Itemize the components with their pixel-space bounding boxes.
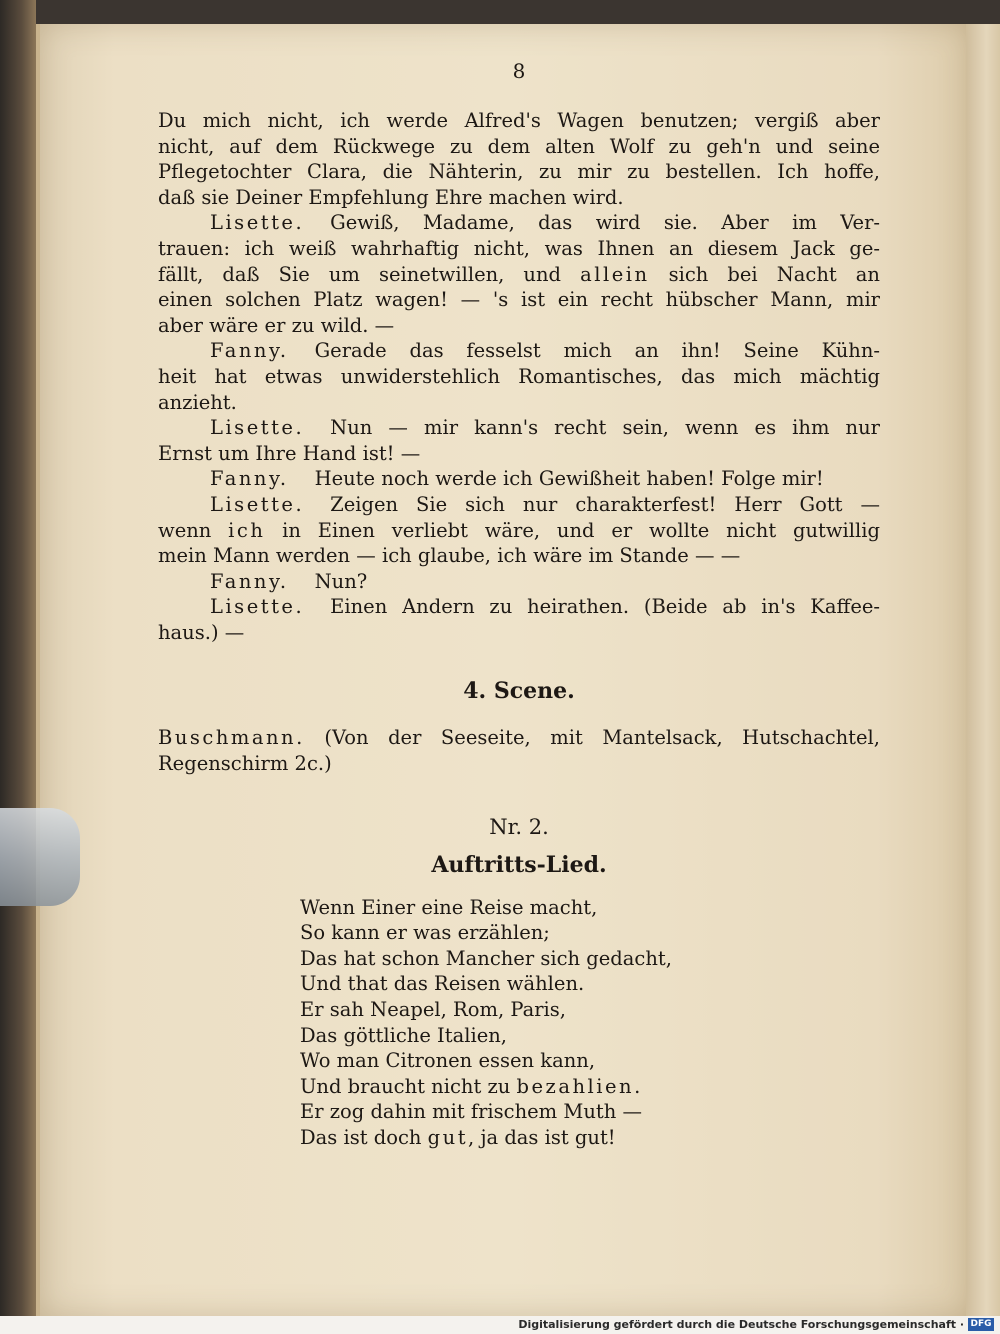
line-text: Das hat schon Mancher sich gedacht, xyxy=(300,946,672,970)
line-text: daß sie Deiner Empfehlung Ehre machen wird. xyxy=(158,185,624,209)
line-text: fällt, daß Sie um seinetwillen, und xyxy=(158,262,581,286)
line-text: Heute noch werde ich Gewißheit haben! Folge mir! xyxy=(314,467,824,491)
verse-line xyxy=(300,971,880,997)
dialogue-paragraph xyxy=(158,210,880,338)
line-text: mein Mann werden — ich glaube, ich wäre im Stande — — xyxy=(158,544,741,568)
emphasized-word: allein xyxy=(580,262,650,286)
line-text: sich bei Nacht an xyxy=(649,262,880,286)
text-line xyxy=(158,364,880,390)
verse-line xyxy=(300,997,880,1023)
line-text: , ja das ist gut! xyxy=(468,1126,616,1149)
stage-direction xyxy=(158,725,880,776)
dialogue-paragraph xyxy=(158,415,880,466)
verse-line xyxy=(300,1074,880,1100)
text-line xyxy=(158,415,880,441)
text-line xyxy=(158,543,880,569)
verse-line xyxy=(300,1099,880,1125)
dialogue-paragraph xyxy=(158,594,880,645)
verse-line xyxy=(300,1048,880,1074)
emphasized-word: gut xyxy=(427,1126,469,1149)
verse-line xyxy=(300,946,880,972)
book-gutter-edge xyxy=(0,0,36,1334)
line-text: aber wäre er zu wild. — xyxy=(158,313,395,337)
speaker-name: Fanny. xyxy=(210,339,289,363)
line-text: Ernst um Ihre Hand ist! — xyxy=(158,441,421,465)
song-number: Nr. 2. xyxy=(489,814,549,839)
line-text: in Einen verliebt wäre, und er wollte nicht gutwillig xyxy=(265,518,880,542)
scene-heading: 4. Scene. xyxy=(463,678,575,705)
line-text: Er zog dahin mit frischem Muth — xyxy=(300,1100,642,1124)
line-text: So kann er was erzählen; xyxy=(300,921,550,945)
text-line xyxy=(158,313,880,339)
page-content xyxy=(158,56,880,1151)
text-line xyxy=(158,108,880,134)
digitization-credit: Digitalisierung gefördert durch die Deutsche Forschungsgemeinschaft · xyxy=(518,1318,964,1331)
line-text: Und that das Reisen wählen. xyxy=(300,972,585,996)
text-line xyxy=(158,236,880,262)
line-text: Und braucht nicht zu xyxy=(300,1074,517,1098)
speaker-name: Lisette. xyxy=(210,492,305,516)
line-text: Das göttliche Italien, xyxy=(300,1023,507,1047)
dialogue-paragraph xyxy=(158,338,880,415)
verse-line xyxy=(300,920,880,946)
text-line xyxy=(158,466,880,492)
next-page-edge xyxy=(966,24,1000,1316)
text-line xyxy=(158,287,880,313)
text-line xyxy=(158,441,880,467)
song-title: Auftritts-Lied. xyxy=(431,851,607,878)
verse-line xyxy=(300,895,880,921)
text-line xyxy=(158,569,880,595)
text-line xyxy=(158,338,880,364)
line-text: trauen: ich weiß wahrhaftig nicht, was Ihnen an diesem Jack ge- xyxy=(158,236,880,260)
text-line xyxy=(158,134,880,160)
text-line xyxy=(158,159,880,185)
verse-line xyxy=(300,1023,880,1049)
stage-direction-text: (Von der Seeseite, mit Mantelsack, Hutschachtel, xyxy=(324,726,880,750)
line-text: haus.) — xyxy=(158,620,245,644)
text-line xyxy=(158,518,880,544)
text-line xyxy=(158,185,880,211)
text-line xyxy=(158,210,880,236)
line-text: Zeigen Sie sich nur charakterfest! Herr Gott — xyxy=(330,492,880,516)
text-paragraph xyxy=(158,108,880,210)
line-text: heit hat etwas unwiderstehlich Romantisches, das mich mächtig xyxy=(158,364,880,388)
line-text: Du mich nicht, ich werde Alfred's Wagen benutzen; vergiß aber xyxy=(158,109,880,132)
dialogue-text xyxy=(158,108,880,645)
text-line xyxy=(158,620,880,646)
dialogue-paragraph xyxy=(158,466,880,492)
line-text: Gewiß, Madame, das wird sie. Aber im Ver- xyxy=(330,211,880,235)
speaker-name: Buschmann. xyxy=(158,726,305,750)
page-number: 8 xyxy=(512,59,526,83)
text-line xyxy=(158,594,880,620)
line-text: Er sah Neapel, Rom, Paris, xyxy=(300,998,566,1022)
line-text: . xyxy=(634,1074,641,1098)
line-text: Einen Andern zu heirathen. (Beide ab in's Kaffee- xyxy=(330,595,880,619)
speaker-name: Lisette. xyxy=(210,416,305,440)
line-text: nicht, auf dem Rückwege zu dem alten Wolf zu geh'n und seine xyxy=(158,134,880,158)
speaker-name: Lisette. xyxy=(210,211,305,235)
dialogue-paragraph xyxy=(158,569,880,595)
line-text: Das ist doch xyxy=(300,1126,428,1149)
page-holder-clip xyxy=(0,808,80,906)
line-text: Wo man Citronen essen kann, xyxy=(300,1049,596,1073)
line-text: Pflegetochter Clara, die Nähterin, zu mir zu bestellen. Ich hoffe, xyxy=(158,160,880,184)
line-text: einen solchen Platz wagen! — 's ist ein recht hübscher Mann, mir xyxy=(158,288,880,312)
emphasized-word: ich xyxy=(228,518,266,542)
song-verse xyxy=(158,895,880,1151)
line-text: wenn xyxy=(158,518,229,542)
speaker-name: Lisette. xyxy=(210,595,305,619)
line-text: Nun — mir kann's recht sein, wenn es ihm nur xyxy=(330,416,880,440)
text-line xyxy=(158,492,880,518)
speaker-name: Fanny. xyxy=(210,569,289,593)
verse-line xyxy=(300,1125,880,1151)
dialogue-paragraph xyxy=(158,492,880,569)
text-line xyxy=(158,390,880,416)
line-text: anzieht. xyxy=(158,390,237,414)
stage-direction-text: Regenschirm 2c.) xyxy=(158,752,332,776)
speaker-name: Fanny. xyxy=(210,467,289,491)
emphasized-word: bezahlien xyxy=(516,1074,635,1098)
text-line xyxy=(158,262,880,288)
dfg-logo: DFG xyxy=(968,1318,994,1331)
line-text: Nun? xyxy=(314,569,368,593)
line-text: Gerade das fesselst mich an ihn! Seine Kühn- xyxy=(314,339,880,363)
line-text: Wenn Einer eine Reise macht, xyxy=(300,895,598,919)
